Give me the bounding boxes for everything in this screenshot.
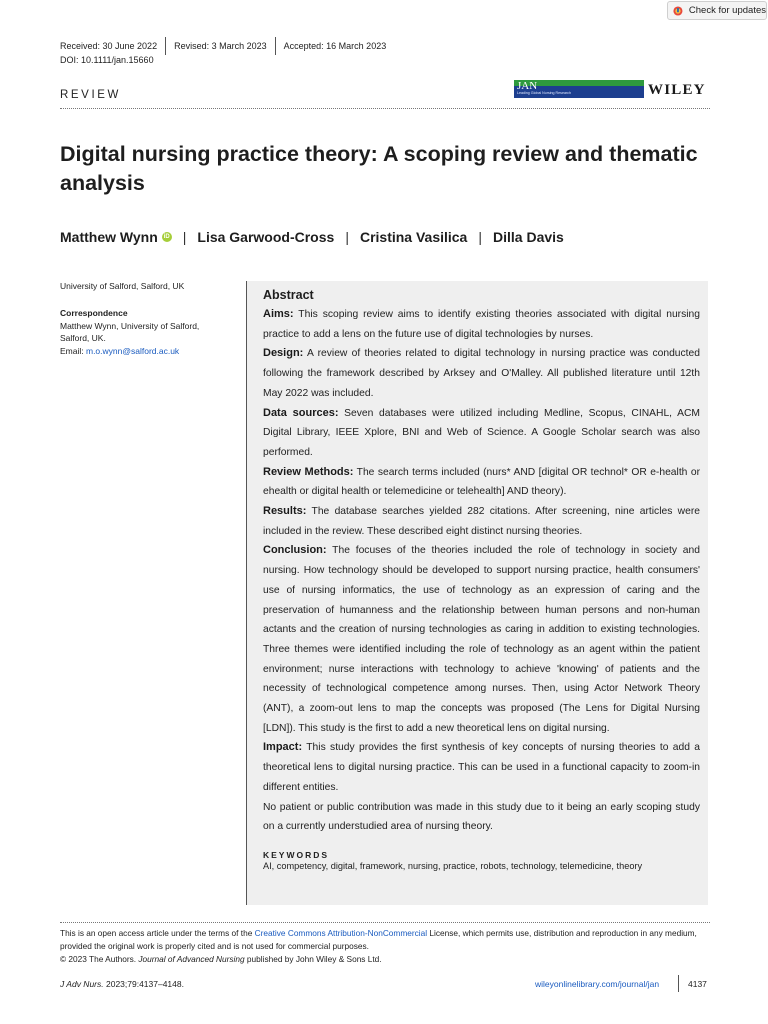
doi: DOI: 10.1111/jan.15660 [60,55,154,65]
check-for-updates-label: Check for updates [688,5,766,16]
wiley-logo: WILEY [648,82,706,98]
abstract-section-text: No patient or public contribution was made in this study due to it being an early scoping study on a currently understudied area of nursing theory. [263,801,700,833]
page-number: 4137 [688,979,707,989]
article-title: Digital nursing practice theory: A scoping review and thematic analysis [60,142,698,195]
jan-journal-logo [514,80,644,98]
author-list [60,229,564,245]
abstract-section [263,344,700,403]
jan-logo-text: JAN [517,80,538,92]
citation-volume: 2023;79:4137–4148. [103,979,184,989]
check-for-updates-icon [673,5,683,17]
abstract-section-text: A review of theories related to digital technology in nursing practice was conducted following the framework described by Arksey and O'Malley. All published literature until 12th May 2022 was included. [263,348,700,399]
license-text: License, which permits use, distribution and reproduction in any medium, provided the original work is properly cited and is not used for commercial purposes. [60,928,697,951]
author-name[interactable]: Dilla Davis [493,229,564,245]
abstract-section-label: Impact: [263,741,303,754]
abstract-section-text: The search terms included (nurs* AND [digital OR technol* OR e-health or ehealth or digital health or telemedicine or telehealth] AND theory). [263,466,700,498]
email-link[interactable]: m.o.wynn@salford.ac.uk [85,345,180,356]
copyright-journal: Journal of Advanced Nursing [138,954,245,964]
abstract-section [263,541,700,738]
abstract-section [263,463,700,502]
license-notice [60,927,710,966]
jan-logo-tagline: Leading Global Nursing Research [517,91,571,95]
abstract-section [263,404,700,463]
page-number-separator [678,975,679,992]
copyright-text: published by John Wiley & Sons Ltd. [244,954,382,964]
abstract-section-text: This scoping review aims to identify existing theories associated with digital nursing practice to add a lens on the future use of digital technologies by nurses. [263,309,700,340]
copyright-text: © 2023 The Authors. [60,954,139,964]
email-label: Email: [60,345,86,356]
author-separator: | [478,229,482,245]
accepted-date: Accepted: 16 March 2023 [283,41,387,51]
date-separator [165,37,166,55]
correspondence-block [60,307,240,357]
license-link[interactable]: Creative Commons Attribution-NonCommercial [254,928,428,938]
keywords-list: AI, competency, digital, framework, nursing, practice, robots, technology, telemedicine, theory [263,860,643,871]
date-separator [275,37,276,55]
citation-journal: J Adv Nurs. [60,979,104,989]
section-label: REVIEW [60,89,121,101]
journal-url-link[interactable]: wileyonlinelibrary.com/journal/jan [535,979,660,989]
abstract-section [263,798,700,837]
abstract-section-text: The focuses of the theories included the role of technology in society and nursing. How technology should be developed to support nursing practice, health consumers' use of nursing informatics, the use of technology as an expression of caring and the preservation of humanness and the relationship between human persons and non-human actants and the creation of nursing technologies as caring in addition to existing technologies. Three themes were identified including the role of technology as an agent within the patient environment; nurse interactions with technology to achieve 'knowing' of patients and the necessity of technological competence among nurses. Then, using Actor Network Theory (ANT), a zoom-out lens to map the concepts was proposed (The Lens for Digital Nursing [LDN]). This study is the first to add a new theoretical lens on digital nursing. [263,545,700,734]
section-divider [60,108,710,109]
abstract-section [263,738,700,797]
abstract-section [263,502,700,541]
citation [60,979,184,989]
received-date: Received: 30 June 2022 [60,41,158,51]
abstract-section-label: Design: [263,347,304,360]
footer-divider [60,922,710,923]
abstract-section-label: Results: [263,505,307,518]
correspondence-heading: Correspondence [60,308,128,318]
abstract-section-text: The database searches yielded 282 citations. After screening, nine articles were included in the review. These described eight distinct nursing theories. [263,506,700,537]
correspondence-line: Matthew Wynn, University of Salford, [60,320,200,331]
abstract-heading: Abstract [263,288,314,302]
license-text: This is an open access article under the terms of the [60,928,255,938]
abstract-section-text: Seven databases were utilized including Medline, Scopus, CINAHL, ACM Digital Library, IEEE Xplore, BNI and Web of Science. A Google Scholar search was also performed. [263,407,700,458]
publication-dates [60,37,386,55]
author-name[interactable]: Matthew Wynn [60,229,158,245]
affiliation: University of Salford, Salford, UK [60,281,185,291]
abstract-box [246,281,708,905]
abstract-section-label: Conclusion: [263,544,327,557]
abstract-section [263,305,700,344]
abstract-section-label: Data sources: [263,406,339,419]
revised-date: Revised: 3 March 2023 [174,41,267,51]
author-name[interactable]: Lisa Garwood-Cross [197,229,335,245]
abstract-section-text: This study provides the first synthesis of key concepts of nursing theories to add a theoretical lens to digital nursing practice. This can be used in a functional capacity to zoom-in different entities. [263,742,700,793]
correspondence-line: Salford, UK. [60,333,106,343]
author-separator: | [345,229,349,245]
abstract-section-label: Aims: [263,308,294,320]
abstract-section-label: Review Methods: [263,465,354,478]
keywords-heading: KEYWORDS [263,849,330,860]
author-separator: | [182,229,187,245]
orcid-icon[interactable]: iD [163,234,170,240]
author-name[interactable]: Cristina Vasilica [359,229,468,245]
email-line [60,345,240,358]
check-for-updates-button[interactable] [667,1,767,20]
